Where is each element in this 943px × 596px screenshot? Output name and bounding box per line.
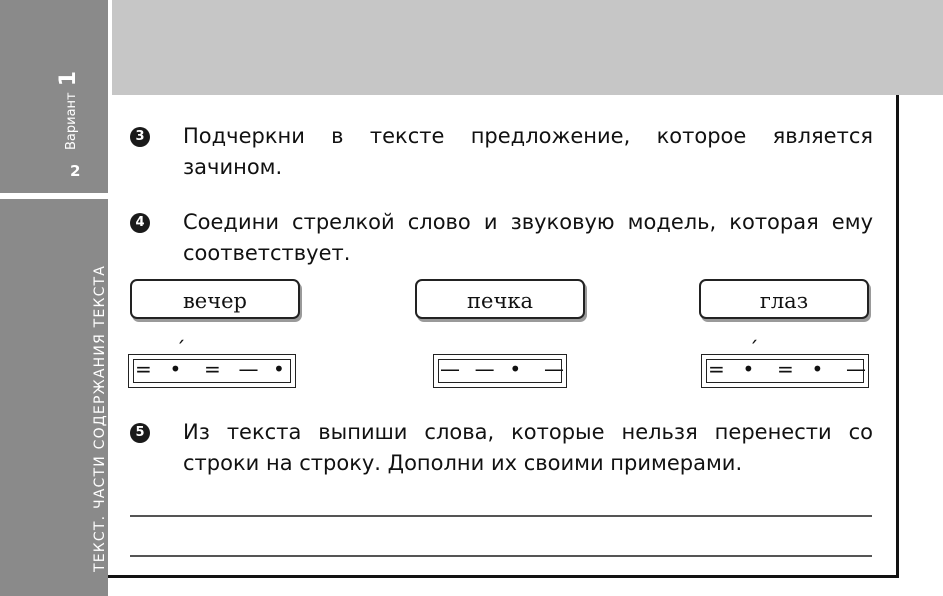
model-symbol: • [273, 357, 285, 381]
word-card-vecher[interactable]: вечер [130, 279, 300, 319]
word-card-pechka[interactable]: печка [415, 279, 585, 319]
model-symbol: • [509, 357, 522, 381]
model-symbol: = [708, 357, 725, 381]
answer-line[interactable] [130, 555, 872, 557]
frame-border-bottom [108, 575, 899, 578]
model-symbol: — [440, 357, 460, 381]
topic-title: ТЕКСТ. ЧАСТИ СОДЕРЖАНИЯ ТЕКСТА [92, 264, 108, 572]
variant-number: 1 [56, 70, 81, 87]
model-symbol: = [135, 357, 152, 381]
header-bar [112, 0, 943, 95]
frame-border-right [896, 95, 899, 577]
task-text: Из текста выпиши слова, которые нельзя перенести со строки на строку. Дополни их своими примерами. [183, 420, 873, 475]
model-symbol: = [204, 357, 221, 381]
model-symbol: — [846, 357, 866, 381]
task-number-badge: 3 [130, 127, 150, 147]
sound-model-1[interactable] [128, 337, 296, 388]
variant-label: Вариант 1 [56, 70, 81, 150]
stress-mark: ´ [175, 337, 186, 361]
word-card-glaz[interactable]: глаз [699, 279, 869, 319]
task-number-badge: 5 [130, 423, 150, 443]
model-symbol: • [811, 357, 824, 381]
stress-mark: ´ [748, 337, 759, 361]
page-number: 2 [70, 162, 81, 180]
task-text: Подчеркни в тексте предложение, которое является зачином. [183, 124, 873, 179]
model-symbol: = [777, 357, 794, 381]
model-symbol: — [474, 357, 495, 381]
model-symbol: — [238, 357, 259, 381]
sidebar-variant-block [0, 0, 108, 193]
model-symbol: • [742, 357, 755, 381]
model-symbol: — [544, 357, 564, 381]
answer-line[interactable] [130, 515, 872, 517]
model-symbol: • [169, 357, 182, 381]
sound-model-3[interactable] [701, 337, 869, 388]
task-number-badge: 4 [130, 213, 150, 233]
task-text: Соедини стрелкой слово и звуковую модель, которая ему соответствует. [183, 210, 873, 265]
sound-model-2[interactable] [433, 354, 567, 388]
